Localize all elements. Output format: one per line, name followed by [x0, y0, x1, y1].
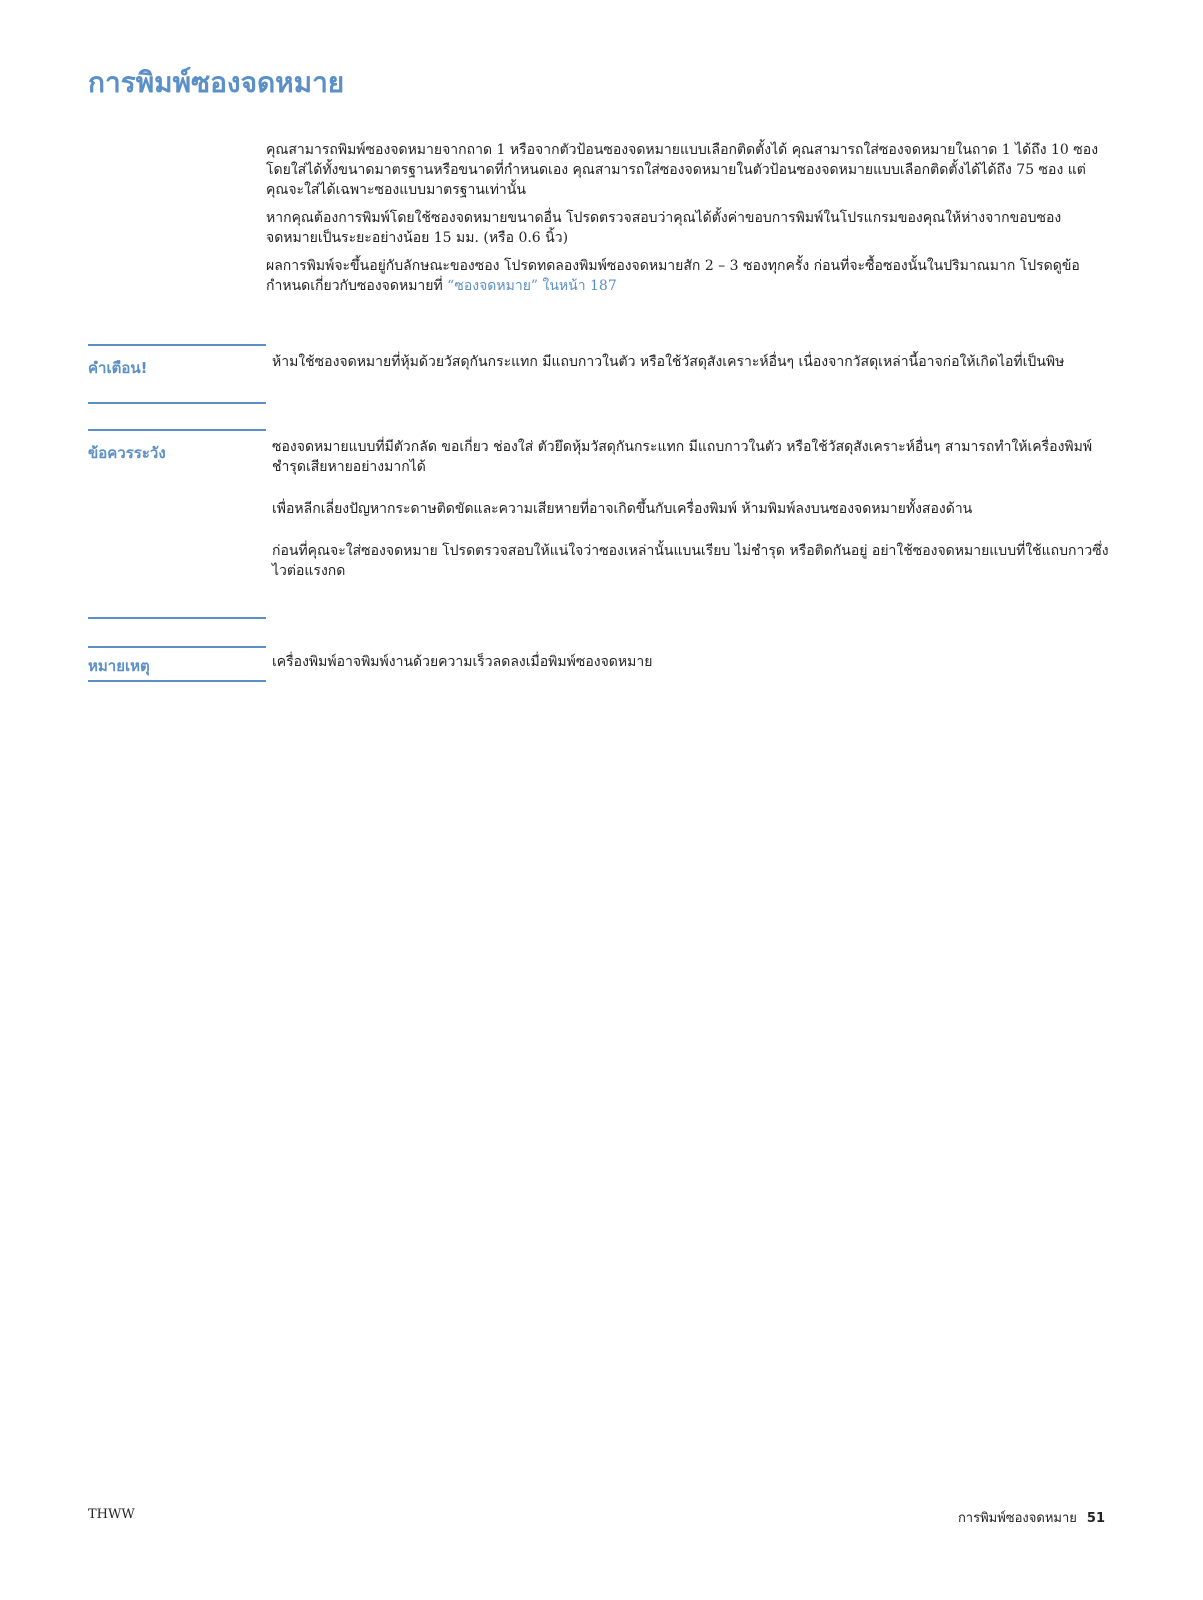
warning-body	[272, 352, 1114, 394]
intro-section	[266, 140, 1106, 304]
page-title: การพิมพ์ซองจดหมาย	[88, 66, 345, 99]
intro-paragraph-3	[266, 256, 1106, 296]
warning-label-rule	[88, 344, 266, 404]
intro-paragraph-2: หากคุณต้องการพิมพ์โดยใช้ซองจดหมายขนาดอื่น โปรดตรวจสอบว่าคุณได้ตั้งค่าขอบการพิมพ์ในโปรแกรมของคุณให้ห่างจากขอบซองจดหมายเป็นระยะอย่างน้อย 15 มม. (หรือ 0.6 นิ้ว)	[266, 210, 1062, 246]
note-label-rule	[88, 646, 266, 682]
note-text: เครื่องพิมพ์อาจพิมพ์งานด้วยความเร็วลดลงเมื่อพิมพ์ซองจดหมาย	[272, 654, 653, 670]
intro-paragraph-3-text: ผลการพิมพ์จะขึ้นอยู่กับลักษณะของซอง โปรดทดลองพิมพ์ซองจดหมายสัก 2 – 3 ซองทุกครั้ง ก่อนที่จะซื้อซองนั้นในปริมาณมาก โปรดดูข้อกำหนดเกี่ยวกับซองจดหมายที่	[266, 258, 1080, 294]
footer-doc-code: THWW	[88, 1507, 135, 1522]
footer-section-title: การพิมพ์ซองจดหมาย	[957, 1511, 1077, 1526]
caution-paragraph-2: เพื่อหลีกเลี่ยงปัญหากระดาษติดขัดและความเสียหายที่อาจเกิดขึ้นกับเครื่องพิมพ์ ห้ามพิมพ์ลงบนซองจดหมายทั้งสองด้าน	[272, 501, 973, 517]
caution-label-rule	[88, 429, 266, 619]
caution-body	[272, 437, 1114, 603]
caution-paragraph-1: ซองจดหมายแบบที่มีตัวกลัด ขอเกี่ยว ช่องใส่ ตัวยึดหุ้มวัสดุกันกระแทก มีแถบกาวในตัว หรือใช้วัสดุสังเคราะห์อื่นๆ สามารถทำให้เครื่องพิมพ์ชำรุดเสียหายอย่างมากได้	[272, 439, 1093, 475]
warning-label: คำเตือน!	[88, 359, 148, 377]
footer-page-number: 51	[1086, 1511, 1105, 1526]
footer-page-info	[958, 1507, 1105, 1528]
warning-text: ห้ามใช้ซองจดหมายที่หุ้มด้วยวัสดุกันกระแทก มีแถบกาวในตัว หรือใช้วัสดุสังเคราะห์อื่นๆ เนื่องจากวัสดุเหล่านี้อาจก่อให้เกิดไอที่เป็นพิษ	[272, 354, 1065, 370]
envelope-spec-link[interactable]: “ซองจดหมาย” ในหน้า 187	[447, 278, 617, 294]
caution-paragraph-3: ก่อนที่คุณจะใส่ซองจดหมาย โปรดตรวจสอบให้แน่ใจว่าซองเหล่านั้นแบนเรียบ ไม่ชำรุด หรือติดกันอยู่ อย่าใช้ซองจดหมายแบบที่ใช้แถบกาวซึ่งไวต่อแรงกด	[272, 543, 1109, 579]
note-body	[272, 652, 1114, 694]
caution-label: ข้อควรระวัง	[88, 444, 166, 462]
intro-paragraph-1: คุณสามารถพิมพ์ซองจดหมายจากถาด 1 หรือจากตัวป้อนซองจดหมายแบบเลือกติดตั้งได้ คุณสามารถใส่ซองจดหมายในถาด 1 ได้ถึง 10 ซอง โดยใส่ได้ทั้งขนาดมาตรฐานหรือขนาดที่กำหนดเอง คุณสามารถใส่ซองจดหมายในตัวป้อนซองจดหมายแบบเลือกติดตั้งได้ได้ถึง 75 ซอง แต่คุณจะใส่ได้เฉพาะซองแบบมาตรฐานเท่านั้น	[266, 142, 1099, 198]
note-label: หมายเหตุ	[88, 657, 150, 675]
